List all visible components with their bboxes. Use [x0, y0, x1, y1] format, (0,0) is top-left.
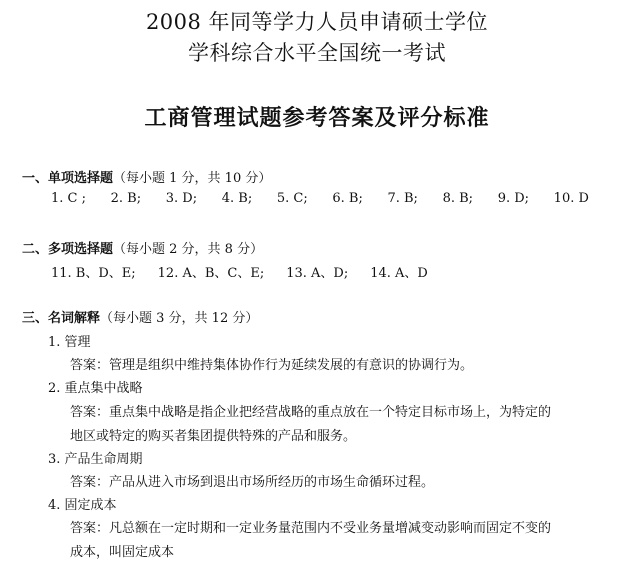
section-1-heading: 一、单项选择题 [22, 171, 114, 186]
term-4: 4. 固定成本 [48, 498, 117, 513]
definition-3-line-1: 答案：产品从进入市场到退出市场所经历的市场生命循环过程。 [70, 475, 435, 490]
section-3-note: （每小题 3 分，共 12 分） [100, 311, 259, 326]
section-2-header [22, 238, 263, 257]
answer-7: 7. B; [387, 191, 418, 206]
document-title-line-1: 2008 年同等学力人员申请硕士学位 [145, 10, 489, 34]
section-1-header [22, 167, 271, 186]
section-1-note: （每小题 1 分，共 10 分） [113, 171, 272, 186]
answer-14: 14. A、D [370, 266, 428, 281]
document-title-line-2: 学科综合水平全国统一考试 [188, 41, 446, 65]
section-2-answers [51, 262, 428, 281]
answer-3: 3. D; [165, 191, 198, 206]
answer-8: 8. B; [442, 191, 474, 206]
answer-4: 4. B; [221, 191, 253, 206]
answer-10: 10. D [553, 191, 589, 206]
definition-2-line-1: 答案：重点集中战略是指企业把经营战略的重点放在一个特定目标市场上，为特定的 [70, 405, 552, 420]
answer-12: 12. A、B、C、E; [157, 266, 265, 281]
section-3-header [22, 307, 258, 326]
definition-1-line-1: 答案：管理是组织中维持集体协作行为延续发展的有意识的协调行为。 [70, 358, 474, 373]
term-3: 3. 产品生命周期 [48, 452, 143, 467]
definition-4-line-2: 成本，叫固定成本 [70, 545, 175, 560]
term-1: 1. 管理 [48, 335, 91, 350]
answer-9: 9. D; [497, 191, 530, 206]
answer-6: 6. B; [332, 191, 363, 206]
document-subtitle: 工商管理试题参考答案及评分标准 [144, 106, 490, 131]
answer-2: 2. B; [110, 191, 142, 206]
answer-5: 5. C; [276, 191, 308, 206]
section-3-heading: 三、名词解释 [22, 311, 101, 326]
definition-4-line-1: 答案：凡总额在一定时期和一定业务量范围内不受业务量增减变动影响而固定不变的 [70, 521, 552, 536]
answer-13: 13. A、D; [286, 266, 349, 281]
term-2: 2. 重点集中战略 [48, 381, 143, 396]
answer-11: 11. B、D、E; [51, 266, 136, 281]
definition-2-line-2: 地区或特定的购买者集团提供特殊的产品和服务。 [70, 429, 357, 444]
section-2-note: （每小题 2 分，共 8 分） [113, 242, 264, 257]
answer-1: 1. C ; [51, 191, 86, 206]
section-2-heading: 二、多项选择题 [22, 242, 114, 257]
section-1-answers [51, 191, 589, 206]
